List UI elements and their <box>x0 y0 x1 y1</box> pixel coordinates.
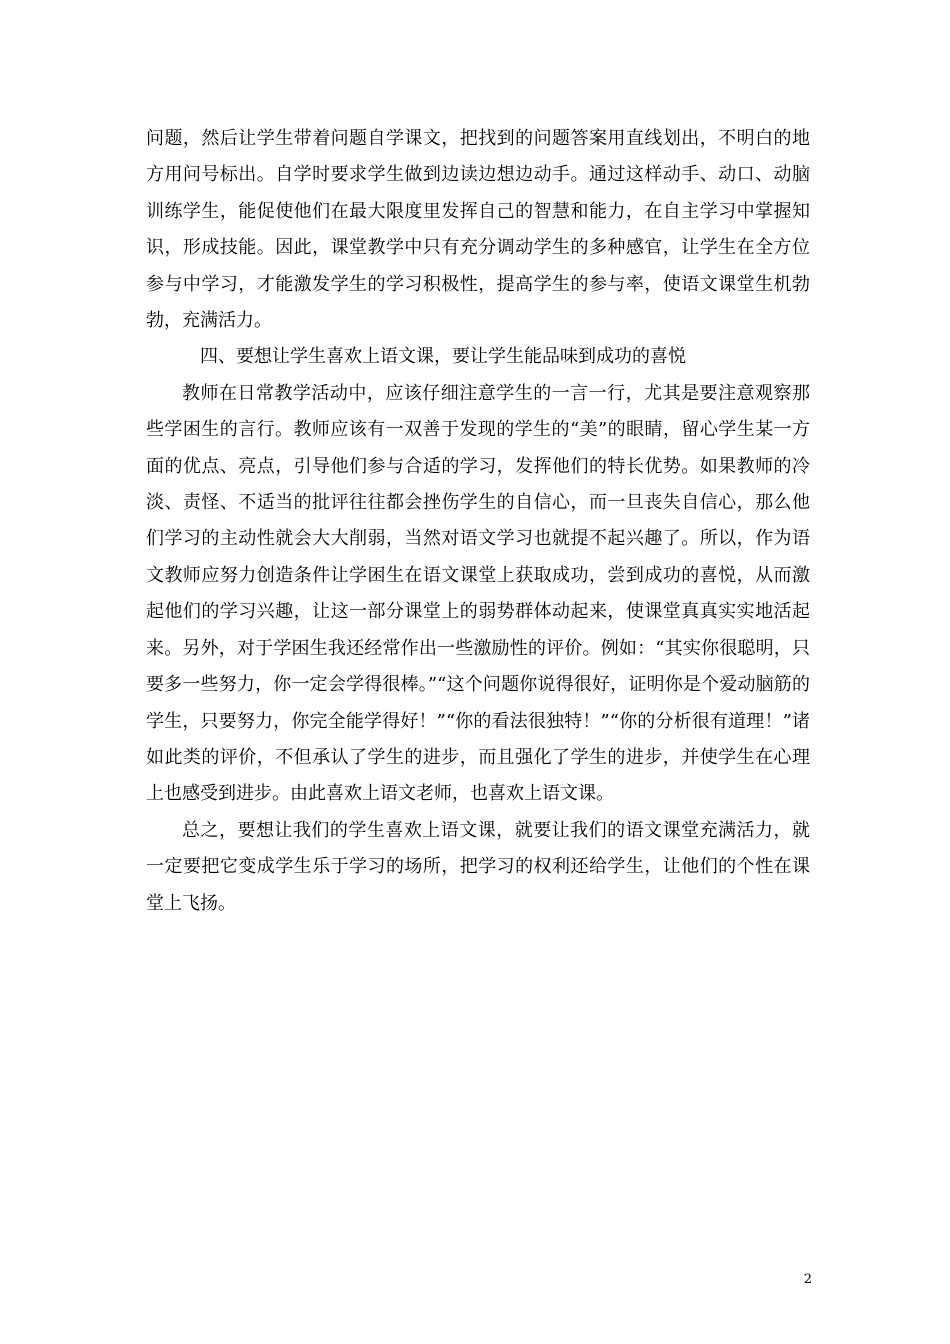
page-number: 2 <box>803 1272 812 1287</box>
paragraph-continued: 问题，然后让学生带着问题自学课文，把找到的问题答案用直线划出，不明白的地方用问号标出。自学时要求学生做到边读边想边动手。通过这样动手、动口、动脑训练学生，能促使他们在最大限度里发挥自己的智慧和能力，在自主学习中掌握知识，形成技能。因此，课堂教学中只有充分调动学生的多种感官，让学生在全方位参与中学习，才能激发学生的学习积极性，提高学生的参与率，使语文课堂生机勃勃，充满活力。 <box>146 128 810 332</box>
paragraph-conclusion: 总之，要想让我们的学生喜欢上语文课，就要让我们的语文课堂充满活力，就一定要把它变成学生乐于学习的场所，把学习的权利还给学生，让他们的个性在课堂上飞扬。 <box>146 819 810 914</box>
section-heading: 四、要想让学生喜欢上语文课，要让学生能品味到成功的喜悦 <box>200 346 686 368</box>
paragraph-success: 教师在日常教学活动中，应该仔细注意学生的一言一行，尤其是要注意观察那些学困生的言行。教师应该有一双善于发现的学生的“美”的眼睛，留心学生某一方面的优点、亮点，引导他们参与合适的学习，发挥他们的特长优势。如果教师的冷淡、责怪、不适当的批评往往都会挫伤学生的自信心，而一旦丧失自信心，那么他们学习的主动性就会大大削弱，当然对语文学习也就提不起兴趣了。所以，作为语文教师应努力创造条件让学困生在语文课堂上获取成功，尝到成功的喜悦，从而激起他们的学习兴趣，让这一部分课堂上的弱势群体动起来，使课堂真真实实地活起来。另外，对于学困生我还经常作出一些激励性的评价。例如：“其实你很聪明，只要多一些努力，你一定会学得很棒。”“这个问题你说得很好，证明你是个爱动脑筋的学生，只要努力，你完全能学得好！”“你的看法很独特！”“你的分析很有道理！”诸如此类的评价，不但承认了学生的进步，而且强化了学生的进步，并使学生在心理上也感受到进步。由此喜欢上语文老师，也喜欢上语文课。 <box>146 382 810 805</box>
document-body <box>146 121 810 922</box>
